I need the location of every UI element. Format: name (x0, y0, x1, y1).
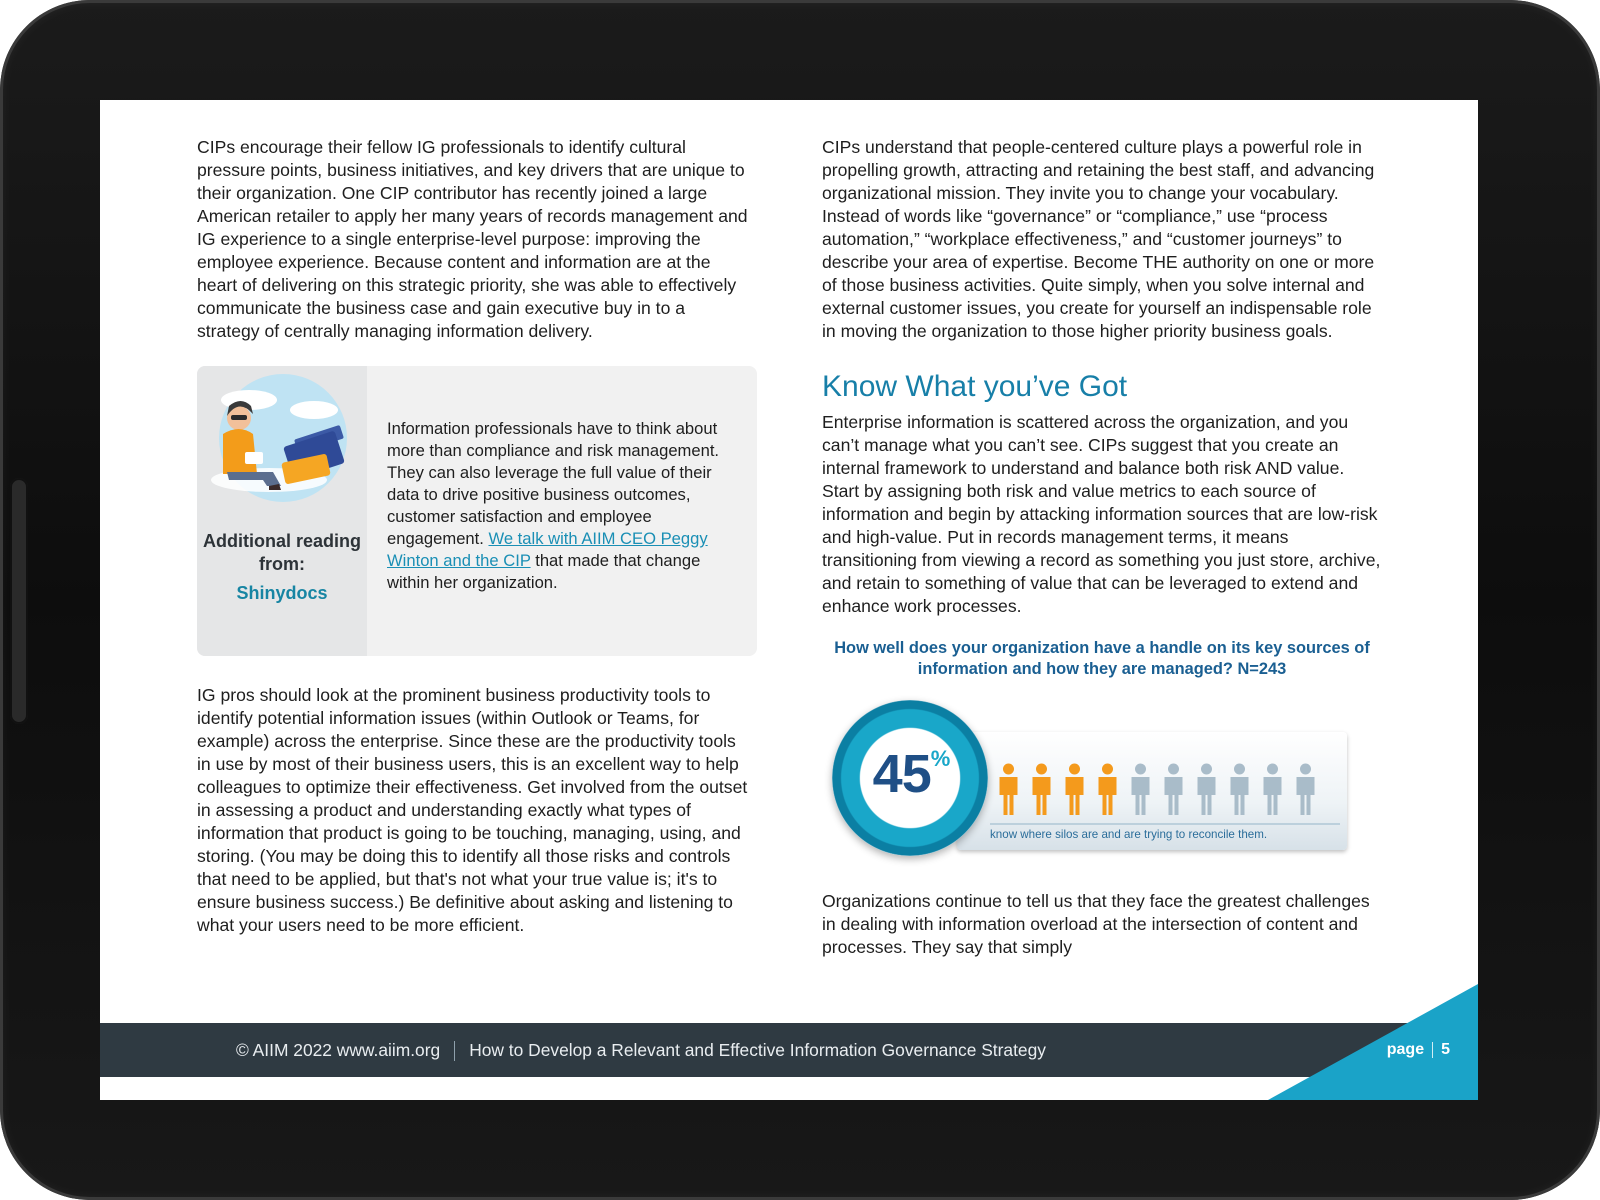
percent-value (856, 744, 966, 804)
survey-question: How well does your organization have a handle on its key sources of information and how they are managed? N=243 (834, 639, 1370, 678)
footer-copyright: © AIIM 2022 www.aiim.org (236, 1040, 441, 1060)
person-icon (1066, 764, 1084, 816)
infographic-divider (990, 823, 1340, 825)
right-paragraph-2: Enterprise information is scattered across the organization, and you can’t manage what you can’t see. CIPs suggest that you create an internal framework to understand and balance both risk AND value. Start by assigning both risk and value metrics to each source of information and begin by attacking information sources that are low-risk and high-value. Put in records management terms, it means transitioning from viewing a record as something you just store, archive, and retain to something of value that can be leveraged to extend and enhance work processes. (822, 412, 1381, 616)
page-divider (1432, 1042, 1433, 1058)
page-number: 5 (1441, 1041, 1450, 1058)
additional-reading-callout (197, 366, 757, 656)
reader-illustration (209, 372, 359, 512)
right-paragraph-3: Organizations continue to tell us that they face the greatest challenges in dealing with information overload at the intersection of content and processes. They say that simply (822, 891, 1370, 957)
left-paragraph-2: IG pros should look at the prominent business productivity tools to identify potential information issues (within Outlook or Teams, for example) across the enterprise. Since these are the productivity tools in use by most of their business users, this is an excellent way to help colleagues to optimize their effectiveness. Get involved from the outset in assessing a product and understanding exactly what types of information that product is going to be touching, managing, using, and storing. (You may be doing this to identify all those risks and controls that need to be applied, but that's not what your true value is; it's to ensure business success.) Be definitive about asking and listening to what your users need to be more efficient. (197, 685, 748, 935)
callout-body-text: Information professionals have to think about more than compliance and risk management. They can also leverage the full value of their data to drive positive business outcomes, customer satisfaction and employee engagement. (387, 419, 720, 548)
person-icon (1165, 764, 1183, 816)
footer-text (236, 1023, 1046, 1077)
left-column (197, 136, 752, 937)
percent-number: 45 (872, 744, 931, 804)
page-label: page (1386, 1041, 1425, 1058)
peggy-winton-interview-link[interactable]: We talk with AIIM CEO Peggy Winton and the CIP (387, 529, 708, 570)
callout-body (387, 418, 722, 594)
page-indicator (1387, 1023, 1450, 1077)
callout-body-text-end: that made that change within her organization. (387, 551, 701, 592)
left-paragraph-1: CIPs encourage their fellow IG professionals to identify cultural pressure points, business initiatives, and key drivers that are unique to their organization. One CIP contributor has recently joined a large American retailer to apply her many years of records management and IG experience to a single enterprise-level purpose: improving the employee experience. Because content and information are at the heart of delivering on this strategic priority, she was able to effectively communicate the business case and gain executive buy in to a strategy of centrally managing information delivery. (197, 137, 748, 341)
footer-divider (454, 1041, 455, 1061)
infographic-caption: know where silos are and are trying to reconcile them. (990, 828, 1268, 841)
people-icons (992, 762, 1322, 816)
person-icon (1033, 764, 1051, 816)
footer-title: How to Develop a Relevant and Effective Information Governance Strategy (469, 1040, 1046, 1060)
person-icon (1264, 764, 1282, 816)
person-icon (1099, 764, 1117, 816)
survey-infographic (822, 684, 1382, 856)
callout-caption-text: Additional reading from: (202, 531, 361, 574)
person-icon (1198, 764, 1216, 816)
right-column (822, 136, 1382, 959)
person-icon (1231, 764, 1249, 816)
person-icon (1000, 764, 1018, 816)
person-icon (1132, 764, 1150, 816)
section-heading: Know What you’ve Got (822, 370, 1128, 403)
callout-sidebar (197, 366, 367, 656)
callout-caption (197, 530, 367, 605)
document-page (100, 100, 1478, 1100)
person-icon (1297, 764, 1315, 816)
tablet-side-button[interactable] (10, 478, 28, 724)
percent-sign: % (930, 746, 950, 771)
callout-source-name: Shinydocs (236, 583, 328, 603)
right-paragraph-1: CIPs understand that people-centered culture plays a powerful role in propelling growth, attracting and retaining the best staff, and advancing organizational mission. They invite you to change your vocabulary. Instead of words like “governance” or “compliance,” use “process automation,” “workplace effectiveness,” and “customer journeys” to describe your area of expertise. Become THE authority on one or more of those business activities. Quite simply, when you solve internal and external customer issues, you create for yourself an indispensable role in moving the organization to those higher priority business goals. (822, 137, 1375, 341)
